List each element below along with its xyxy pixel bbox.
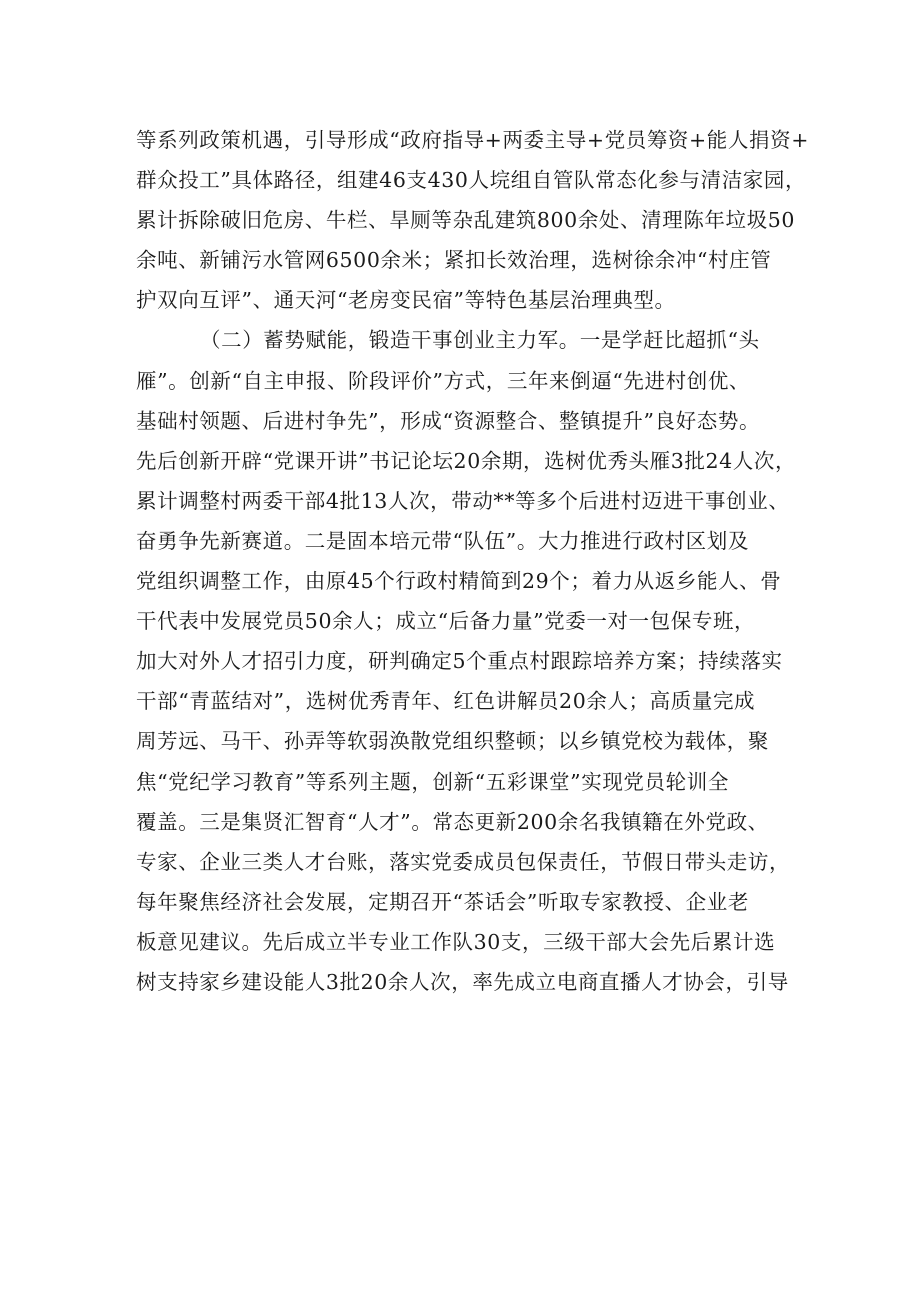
paragraph-line: 党组织调整工作，由原45个行政村精简到29个；着力从返乡能人、骨 [136, 569, 782, 594]
paragraph-line: 板意见建议。先后成立半专业工作队30支，三级干部大会先后累计选 [136, 929, 776, 954]
paragraph-line: 树支持家乡建设能人3批20余人次，率先成立电商直播人才协会，引导 [136, 969, 789, 994]
paragraph-line: 加大对外人才招引力度，研判确定5个重点村跟踪培养方案；持续落实 [136, 649, 783, 674]
paragraph-line: 先后创新开辟“党课开讲”书记论坛20余期，选树优秀头雁3批24人次， [136, 448, 797, 473]
paragraph-line: 等系列政策机遇，引导形成“政府指导+两委主导+党员筹资+能人捐资+ [136, 128, 809, 152]
paragraph-line: 护双向互评”、通天河“老房变民宿”等特色基层治理典型。 [136, 288, 676, 313]
paragraph-line: 专家、企业三类人才台账，落实党委成员包保责任，节假日带头走访， [136, 849, 791, 874]
paragraph-line: 每年聚焦经济社会发展，定期召开“茶话会”听取专家教授、企业老 [136, 889, 749, 914]
paragraph-2 [136, 320, 796, 1002]
paragraph-line: 累计拆除破旧危房、牛栏、旱厕等杂乱建筑800余处、清理陈年垃圾50 [136, 208, 796, 233]
paragraph-line: 累计调整村两委干部4批13人次，带动**等多个后进村迈进干事创业、 [136, 488, 790, 513]
paragraph-line: 干代表中发展党员50余人；成立“后备力量”党委一对一包保专班， [136, 609, 756, 634]
paragraph-line: 干部“青蓝结对”，选树优秀青年、红色讲解员20余人；高质量完成 [136, 689, 756, 714]
paragraph-line: 群众投工”具体路径，组建46支430人垸组自管队常态化参与清洁家园， [136, 168, 807, 193]
paragraph-line: 覆盖。三是集贤汇智育“人才”。常态更新200余名我镇籍在外党政、 [136, 809, 769, 834]
paragraph-line: 余吨、新铺污水管网6500余米；紧扣长效治理，选树徐余冲“村庄管 [136, 248, 772, 273]
paragraph-line: （二）蓄势赋能，锻造干事创业主力军。一是学赶比超抓“头 [200, 328, 760, 353]
paragraph-line: 雁”。创新“自主申报、阶段评价”方式，三年来倒逼“先进村创优、 [136, 368, 751, 393]
paragraph-line: 奋勇争先新赛道。二是固本培元带“队伍”。大力推进行政村区划及 [136, 528, 749, 553]
paragraph-line: 焦“党纪学习教育”等系列主题，创新“五彩课堂”实现党员轮训全 [136, 769, 729, 794]
document-body [136, 120, 809, 1002]
paragraph-1 [136, 120, 809, 320]
paragraph-line: 周芳远、马干、孙弄等软弱涣散党组织整顿；以乡镇党校为载体，聚 [136, 729, 769, 754]
paragraph-line: 基础村领题、后进村争先”，形成“资源整合、整镇提升”良好态势。 [136, 408, 761, 433]
